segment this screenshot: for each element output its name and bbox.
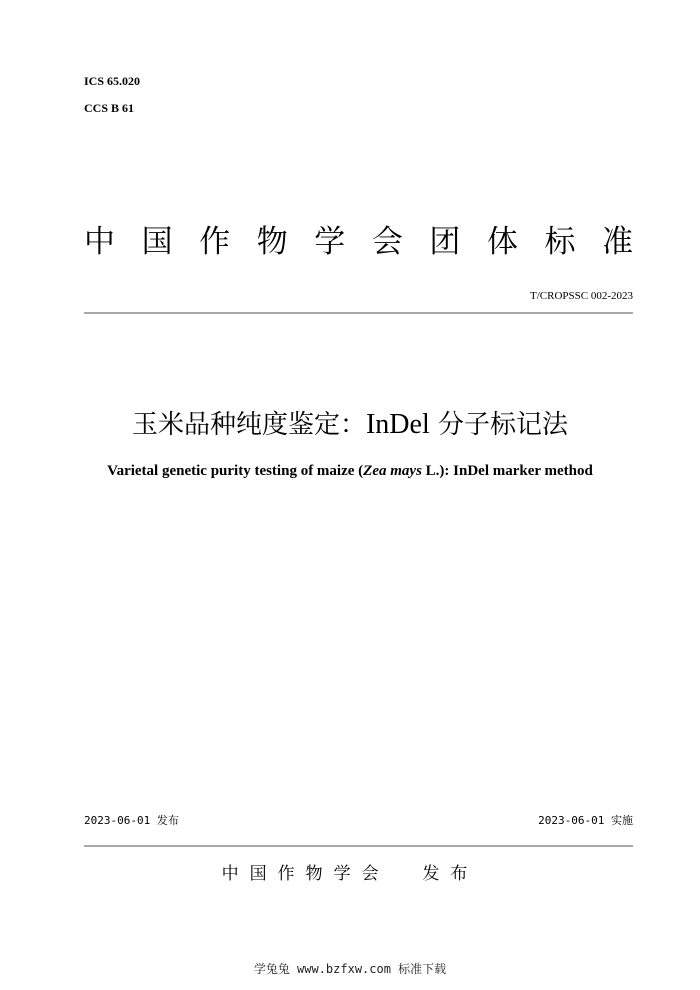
standard-type-char: 中 bbox=[84, 224, 124, 260]
standard-type-char: 团 bbox=[429, 224, 469, 260]
standard-type-char: 准 bbox=[602, 224, 634, 260]
standard-type-char: 作 bbox=[199, 224, 239, 260]
title-zh-part1: 玉米品种纯度鉴定： bbox=[131, 410, 366, 440]
title-en-part2: L.): InDel marker method bbox=[421, 463, 593, 479]
standard-type-char: 标 bbox=[544, 224, 584, 260]
publisher: 中国作物学会 发布 bbox=[221, 864, 479, 884]
ics-code: ICS 65.020 bbox=[84, 74, 141, 88]
watermark-text: 学兔兔 www.bzfxw.com 标准下载 bbox=[253, 962, 447, 976]
standard-type-char: 学 bbox=[314, 224, 354, 260]
title-en-part1: Varietal genetic purity testing of maize ( bbox=[107, 463, 364, 479]
standard-type-char: 体 bbox=[486, 224, 527, 260]
title-zh-latin: InDel bbox=[365, 409, 430, 440]
standard-type-title bbox=[84, 222, 633, 262]
implementation-date: 2023-06-01 实施 bbox=[538, 814, 633, 827]
standard-type-char: 物 bbox=[256, 224, 297, 260]
standard-number: T/CROPSSC 002-2023 bbox=[530, 290, 633, 302]
title-en-species: Zea mays bbox=[363, 463, 422, 479]
footer-divider bbox=[84, 845, 633, 847]
issue-date: 2023-06-01 发布 bbox=[84, 814, 179, 827]
standard-type-char: 国 bbox=[141, 224, 181, 260]
ccs-code: CCS B 61 bbox=[84, 101, 135, 115]
document-title-zh bbox=[0, 405, 700, 445]
title-zh-part2: 分子标记法 bbox=[429, 410, 569, 440]
header-divider bbox=[84, 312, 633, 314]
document-title-en bbox=[0, 461, 700, 481]
standard-type-char: 会 bbox=[371, 224, 412, 260]
